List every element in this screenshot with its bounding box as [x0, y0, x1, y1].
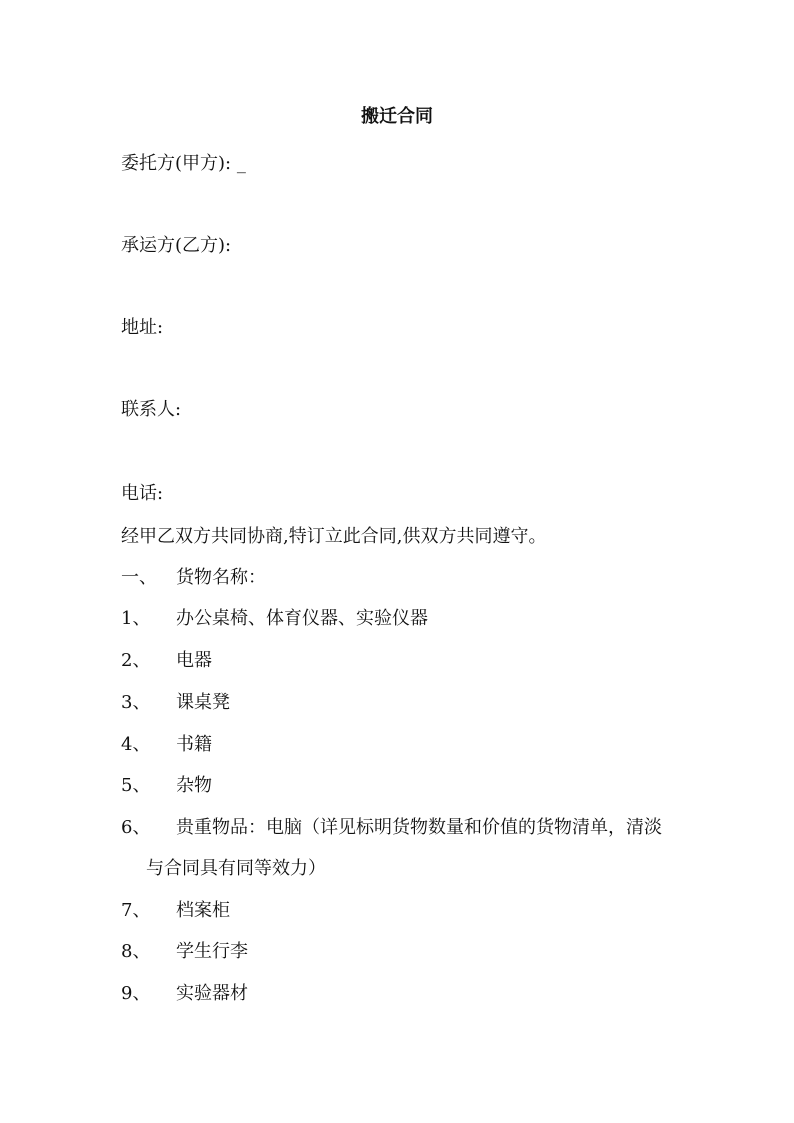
- list-item: [121, 648, 212, 674]
- list-item-number: 7、: [121, 900, 151, 921]
- list-item: [121, 690, 230, 716]
- list-item: [121, 815, 662, 841]
- list-item: [121, 981, 248, 1007]
- client-party-line: 委托方(甲方): _: [121, 153, 246, 174]
- phone-line: 电话:: [121, 483, 164, 504]
- carrier-party-line: 承运方(乙方):: [121, 235, 232, 256]
- list-item-text: 学生行李: [176, 941, 248, 962]
- list-item-text: 课桌凳: [176, 692, 230, 713]
- list-item-text: 杂物: [176, 775, 212, 796]
- contract-title: 搬迁合同: [361, 106, 433, 127]
- list-item-text: 书籍: [176, 734, 212, 755]
- list-item: [121, 606, 428, 632]
- list-item-continuation: 与合同具有同等效力）: [146, 858, 326, 879]
- address-line: 地址:: [121, 317, 164, 338]
- list-item-number: 9、: [121, 983, 151, 1004]
- list-item: [121, 898, 230, 924]
- contact-line: 联系人:: [121, 399, 182, 420]
- list-item-text: 电器: [176, 650, 212, 671]
- list-item-number: 6、: [121, 817, 151, 838]
- list-item: [121, 939, 248, 965]
- list-item-number: 5、: [121, 775, 151, 796]
- intro-paragraph: 经甲乙双方共同协商,特订立此合同,供双方共同遵守。: [121, 526, 547, 547]
- list-item-number: 1、: [121, 608, 151, 629]
- list-item-number: 3、: [121, 692, 151, 713]
- list-item-number: 2、: [121, 650, 151, 671]
- list-item: [121, 773, 212, 799]
- section-title: 货物名称：: [176, 567, 266, 588]
- section-number: 一、: [121, 567, 157, 588]
- list-item-number: 8、: [121, 941, 151, 962]
- list-item-number: 4、: [121, 734, 151, 755]
- list-item-text: 实验器材: [176, 983, 248, 1004]
- list-item-text: 档案柜: [176, 900, 230, 921]
- list-item-text: 贵重物品：电脑（详见标明货物数量和价值的货物清单，清淡: [176, 817, 662, 838]
- list-item-text: 办公桌椅、体育仪器、实验仪器: [176, 608, 428, 629]
- list-item: [121, 732, 212, 758]
- section-heading: [121, 565, 266, 591]
